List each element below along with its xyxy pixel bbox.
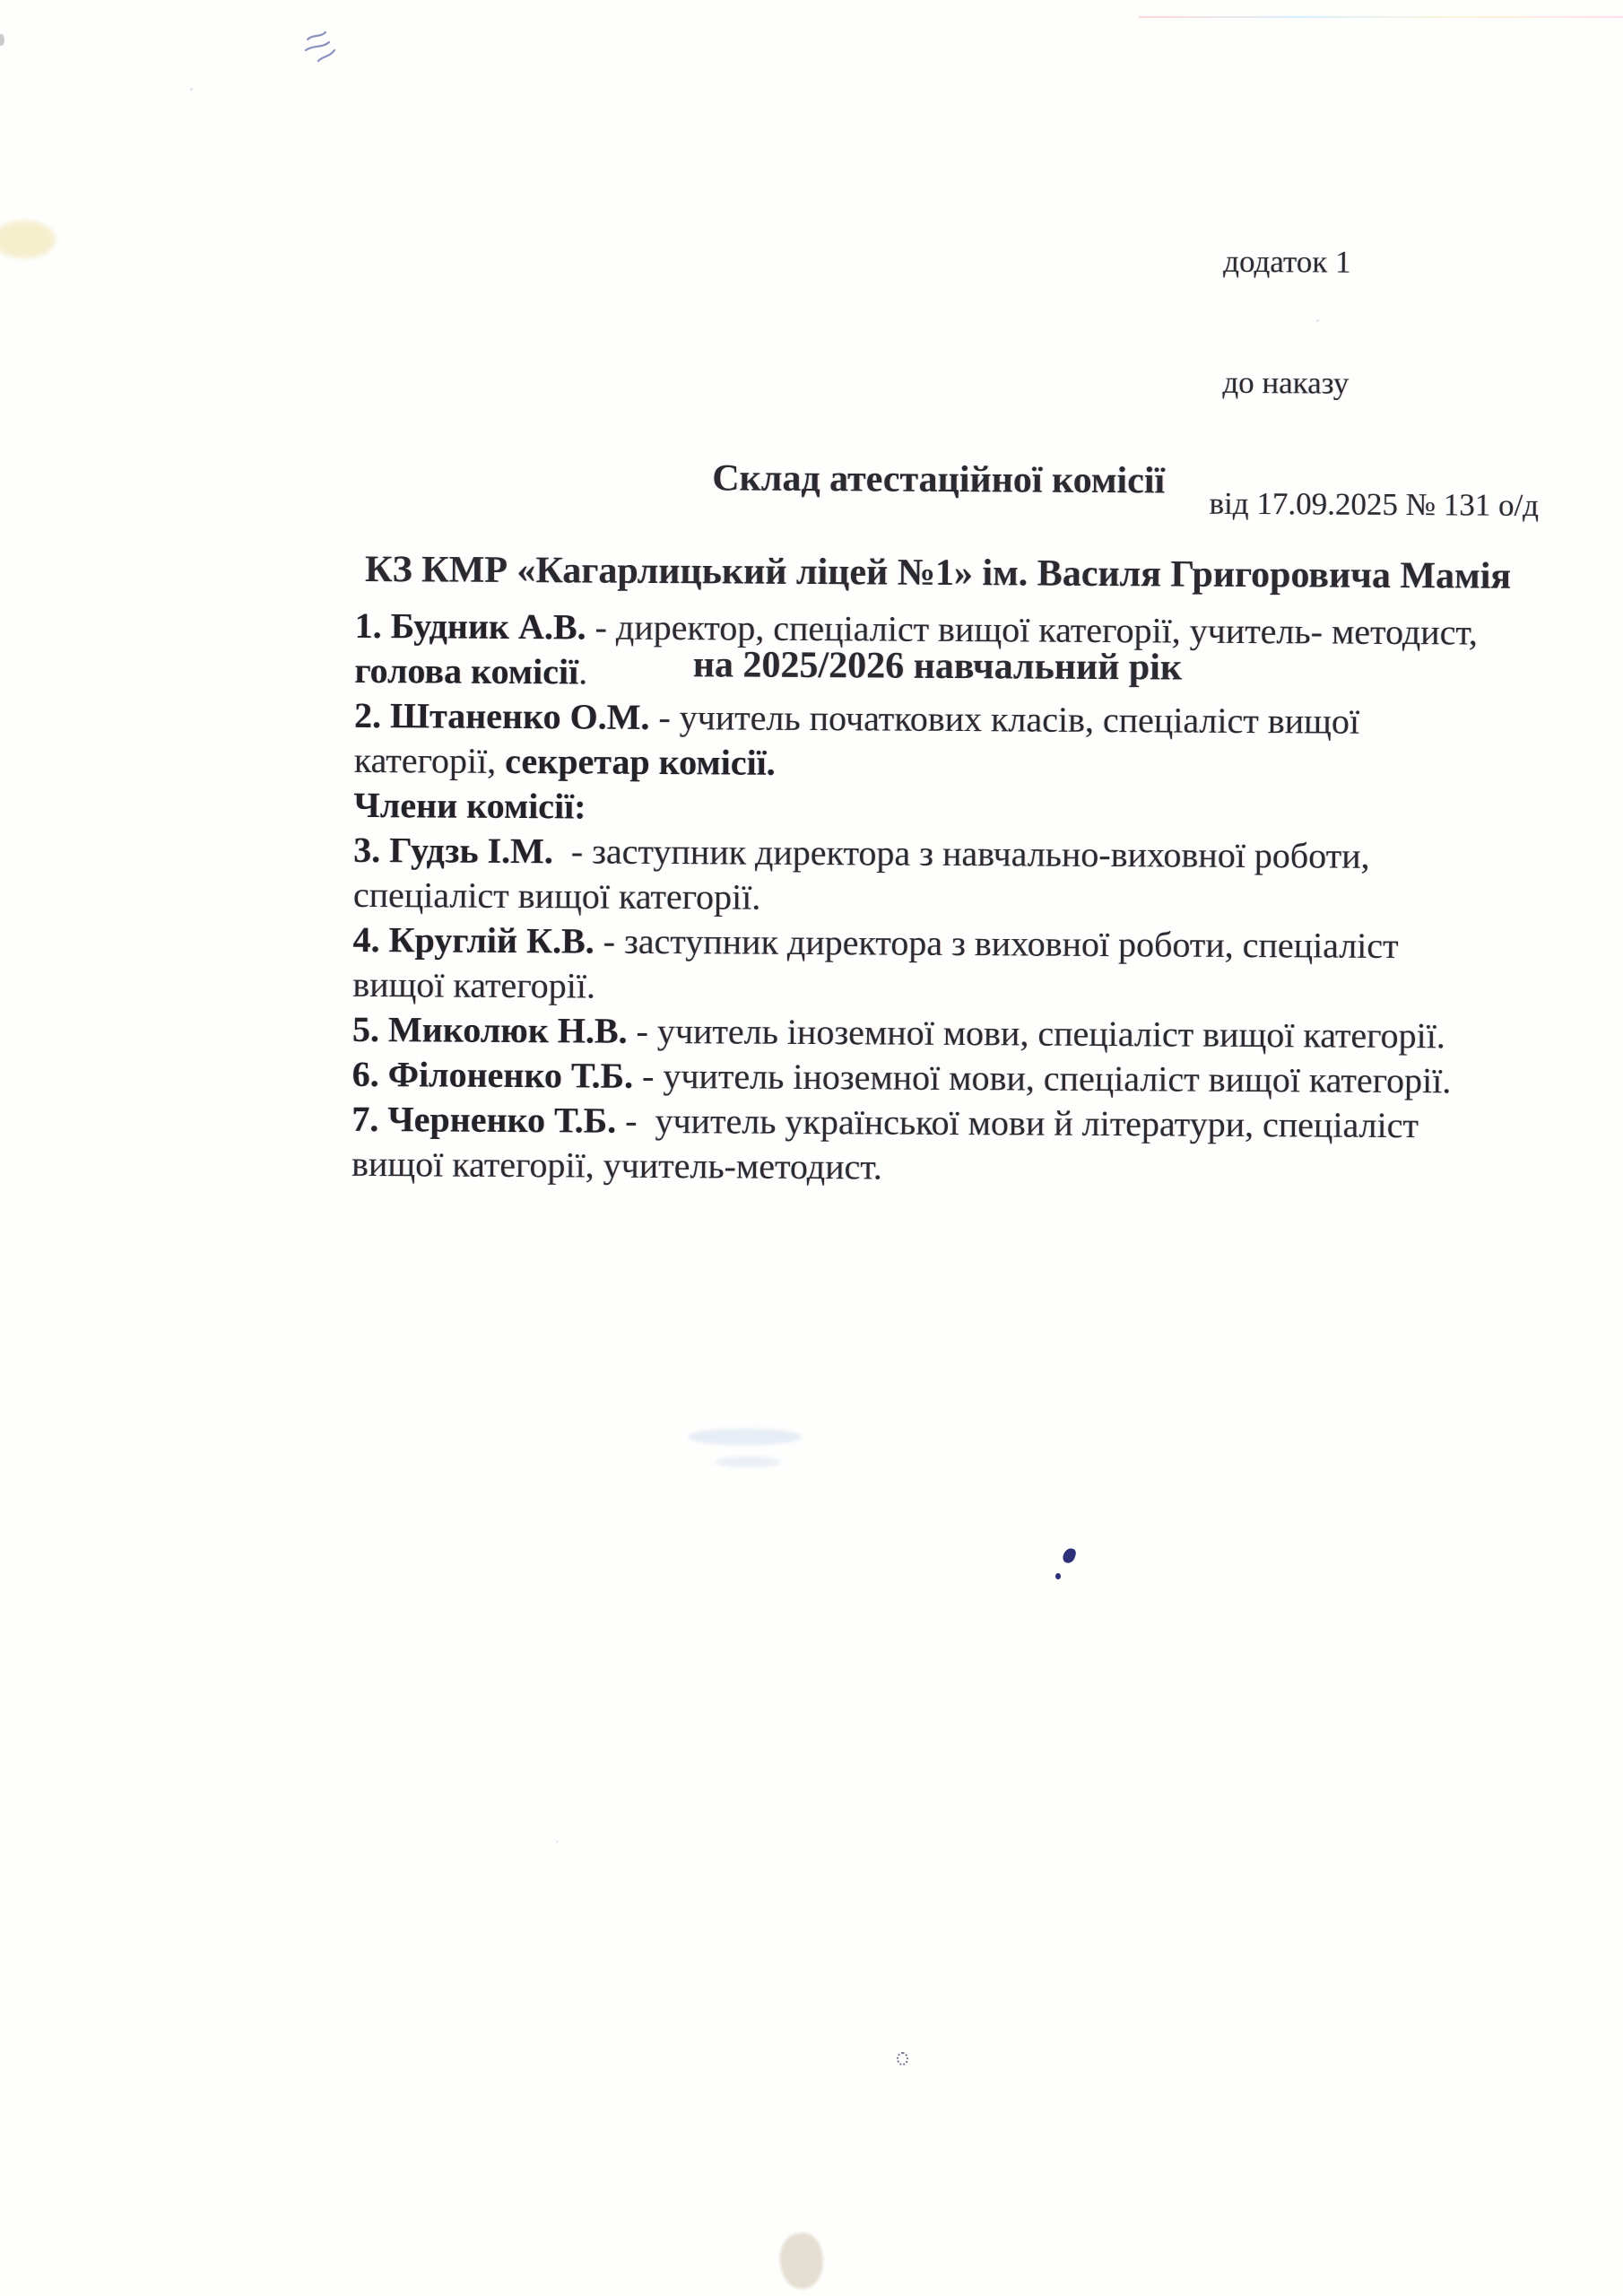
member-line bbox=[352, 1007, 1475, 1059]
member-name-bold: 7. Черненко Т.Б. bbox=[352, 1098, 617, 1141]
member-name-bold: 3. Гудзь І.М. bbox=[353, 829, 554, 872]
member-text: . bbox=[578, 651, 588, 692]
member-line bbox=[352, 962, 1475, 1014]
member-text: - учитель іноземної мови, спеціаліст вищої категорії. bbox=[632, 1055, 1452, 1101]
member-line bbox=[352, 1097, 1474, 1149]
member-text: - заступник директора з виховної роботи, спеціаліст bbox=[594, 920, 1399, 967]
member-text: - директор, спеціаліст вищої категорії, учитель- методист, bbox=[586, 606, 1479, 653]
member-name-bold: 5. Миколюк Н.В. bbox=[352, 1008, 628, 1051]
member-line bbox=[355, 604, 1478, 656]
member-name-bold: голова комісії bbox=[354, 649, 579, 692]
member-text: - учитель української мови й літератури, спеціаліст bbox=[616, 1100, 1419, 1146]
title-line-1: Склад атестаційної комісії bbox=[712, 457, 1166, 502]
annex-line-1: додаток 1 bbox=[1223, 243, 1351, 280]
member-name-bold: секретар комісії. bbox=[505, 740, 776, 783]
member-text: категорії, bbox=[353, 739, 506, 781]
member-line bbox=[354, 738, 1477, 790]
member-line bbox=[352, 1142, 1474, 1194]
member-text: вищої категорії. bbox=[352, 963, 596, 1006]
member-line bbox=[354, 693, 1477, 745]
annex-line-3: від 17.09.2025 № 131 о/д bbox=[1209, 485, 1540, 523]
title-line-3: на 2025/2026 навчальний рік bbox=[692, 644, 1183, 689]
member-line bbox=[353, 873, 1476, 925]
member-name-bold: Члени комісії: bbox=[353, 784, 586, 827]
members-list bbox=[352, 604, 1478, 1194]
member-text: - заступник директора з навчально-виховної роботи, bbox=[552, 831, 1370, 876]
member-text: - учитель іноземної мови, спеціаліст вищої категорії. bbox=[627, 1010, 1446, 1057]
title-line-2: КЗ КМР «Кагарлицький ліцей №1» ім. Василя Григоровича Мамія bbox=[364, 548, 1512, 597]
member-name-bold: 6. Філоненко Т.Б. bbox=[352, 1053, 634, 1096]
annex-line-2: до наказу bbox=[1222, 364, 1350, 401]
member-name-bold: 2. Штаненко О.М. bbox=[353, 694, 650, 737]
member-name-bold: 4. Круглій К.В. bbox=[352, 918, 595, 961]
member-line bbox=[352, 918, 1475, 970]
member-text: вищої категорії, учитель-методист. bbox=[351, 1143, 882, 1187]
member-text: - учитель початкових класів, спеціаліст вищої bbox=[649, 696, 1360, 742]
member-line bbox=[354, 648, 1477, 700]
member-line bbox=[353, 783, 1476, 835]
member-text: спеціаліст вищої категорії. bbox=[352, 874, 761, 918]
member-name-bold: 1. Будник А.В. bbox=[354, 604, 586, 648]
member-line bbox=[352, 1052, 1475, 1104]
member-line bbox=[353, 828, 1476, 880]
